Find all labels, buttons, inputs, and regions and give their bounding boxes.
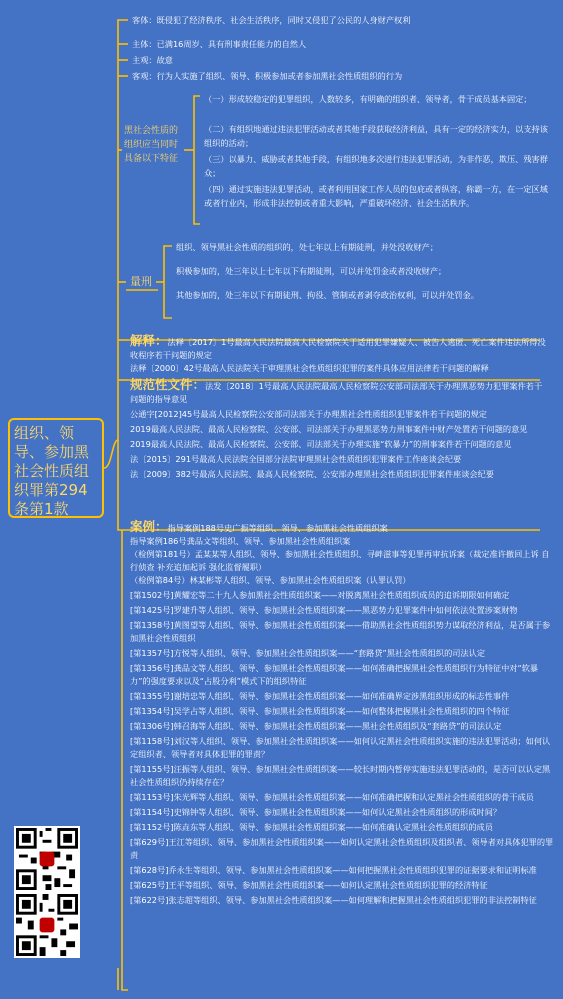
composition-objective: 客观：行为人实施了组织、领导、积极参加或者参加黑社会性质组织的行为 [132,71,403,81]
cases-block [130,520,555,907]
feature-item-2: （二）有组织地通过违法犯罪活动或者其他手段获取经济利益，具有一定的经济实力，以支持该组织的活动； [204,124,548,148]
case-line-20: [第625号]王平等组织、领导、参加黑社会性质组织案——如何认定黑社会性质组织犯罪的经济特征 [130,880,488,890]
composition-subjective: 主观：故意 [132,55,173,65]
case-line-9: [第1356号]龚品文等人组织、领导、参加黑社会性质组织案——如何准确把握黑社会性质组织行为特征中对“软暴力”的强度要求以及“占股分利”模式下的组织特征 [130,663,539,686]
interpretation-heading: 解释： [130,333,168,348]
normative-line-3: 2019最高人民法院、最高人民检察院、公安部、司法部关于办理黑恶势力刑事案件中财产处置若干问题的意见 [130,424,528,434]
interpretation-line-2: 法释〔2000〕42号最高人民法院关于审理黑社会性质组织犯罪的案件具体应用法律若干问题的解释 [130,363,489,373]
case-line-21: [第622号]张志超等组织、领导、参加黑社会性质组织案——如何理解和把握黑社会性质组织犯罪的非法控制特征 [130,895,537,905]
features-label: 黑社会性质的组织应当同时具备以下特征 [124,126,179,164]
feature-item-1: （一）形成较稳定的犯罪组织，人数较多，有明确的组织者、领导者，骨干成员基本固定； [204,94,532,104]
interpretation-block [130,334,550,375]
qr-code-icon [14,892,80,958]
sentencing-item-2: 积极参加的，处三年以上七年以下有期徒刑，可以并处罚金或者没收财产； [176,266,447,276]
case-line-2: 指导案例186号龚品文等组织、领导、参加黑社会性质组织案 [130,536,351,546]
case-line-3: （检例第181号）孟某某等人组织、领导、参加黑社会性质组织、寻衅滋事等犯罪再审抗诉案（裁定准许撤回上诉 自行侦查 补充追加起诉 强化监督履职） [130,549,550,572]
case-line-1: 案例：指导案例188号史广振等组织、领导、参加黑社会性质组织案 [130,519,388,534]
sentencing-item-1: 组织、领导黑社会性质的组织的，处七年以上有期徒刑，并处没收财产； [176,242,439,252]
normative-heading: 规范性文件： [130,377,206,392]
normative-line-5: 法〔2015〕291号最高人民法院全国部分法院审理黑社会性质组织犯罪案件工作座谈会纪要 [130,454,462,464]
case-line-13: [第1158号]刘汉等人组织、领导、参加黑社会性质组织案——如何认定黑社会性质组织实施的违法犯罪活动；如何认定组织者、领导者对具体犯罪的罪责？ [130,736,551,759]
composition-subject: 主体：已满16周岁、具有刑事责任能力的自然人 [132,39,307,49]
case-line-19: [第628号]乔永生等组织、领导、参加黑社会性质组织案——如何把握黑社会性质组织犯罪的证据要求和证明标准 [130,865,537,875]
composition-object: 客体：既侵犯了经济秩序、社会生活秩序，同时又侵犯了公民的人身财产权利 [132,15,411,25]
normative-block [130,378,550,481]
sentencing-item-3: 其他参加的，处三年以下有期徒刑、拘役、管制或者剥夺政治权利，可以并处罚金。 [176,290,479,300]
case-line-15: [第1153号]朱光辉等人组织、领导、参加黑社会性质组织案——如何准确把握和认定黑社会性质组织的骨干成员 [130,792,534,802]
case-line-16: [第1154号]史锦钟等人组织、领导、参加黑社会性质组织案——如何认定黑社会性质组织的形成时间？ [130,807,502,817]
sentencing-label: 量刑 [130,275,152,288]
case-line-14: [第1155号]汪振等人组织、领导、参加黑社会性质组织案——较长时期内暂停实施违法犯罪活动的，是否可以认定黑社会性质组织仍持续存在？ [130,764,551,787]
case-line-5: [第1502号]黄耀宏等二十九人参加黑社会性质组织案——对脱离黑社会性质组织成员的追诉期限如何确定 [130,590,510,600]
feature-item-4: （四）通过实施违法犯罪活动，或者利用国家工作人员的包庇或者纵容，称霸一方，在一定区域或者行业内，形成非法控制或者重大影响，严重破坏经济、社会生活秩序。 [204,184,548,208]
interpretation-line-1: 解释：法释〔2017〕1号最高人民法院最高人民检察院关于适用犯罪嫌疑人、被告人逃匿、死亡案件违法所得没收程序若干问题的规定 [130,333,546,360]
normative-line-1: 规范性文件：法发〔2018〕1号最高人民法院最高人民检察院公安部司法部关于办理黑恶势力犯罪案件若干问题的指导意见 [130,377,543,404]
case-line-12: [第1306号]韩召海等人组织、领导、参加黑社会性质组织案——黑社会性质组织及“套路贷”的司法认定 [130,721,502,731]
case-line-6: [第1425号]罗建升等人组织、领导、参加黑社会性质组织案——黑恶势力犯罪案件中如何依法处置涉案财物 [130,605,518,615]
case-line-10: [第1355号]谢培忠等人组织、领导、参加黑社会性质组织案——如何准确界定涉黑组织形成的标志性事件 [130,691,510,701]
case-line-18: [第629号]王江等组织、领导、参加黑社会性质组织案——如何认定黑社会性质组织及组织者、领导者对具体犯罪的罪责 [130,837,554,860]
case-line-4: （检例第84号）林某彬等人组织、领导、参加黑社会性质组织案（认罪认罚） [130,575,411,585]
cases-heading: 案例： [130,519,168,534]
feature-item-3: （三）以暴力、威胁或者其他手段，有组织地多次进行违法犯罪活动，为非作恶，欺压、残害群众； [204,154,548,178]
normative-line-2: 公通字[2012]45号最高人民检察院公安部司法部关于办理黑社会性质组织犯罪案件若干问题的规定 [130,409,487,419]
case-line-11: [第1354号]吴学占等人组织、领导、参加黑社会性质组织案——如何整体把握黑社会性质组织的四个特征 [130,706,510,716]
case-line-7: [第1358号]黄图望等人组织、领导、参加黑社会性质组织案——借助黑社会性质组织势力谋取经济利益，是否属于参加黑社会性质组织 [130,620,551,643]
main-topic: 组织、领导、参加黑社会性质组织罪第294条第1款 [8,418,104,518]
qr-code-icon [14,826,80,892]
case-line-8: [第1357号]方悦等人组织、领导、参加黑社会性质组织案——“套路贷”黑社会性质组织的司法认定 [130,648,486,658]
case-line-17: [第1152号]陈垚东等人组织、领导、参加黑社会性质组织案——如何准确认定黑社会性质组织的成员 [130,822,493,832]
normative-line-6: 法〔2009〕382号最高人民法院、最高人民检察院、公安部办理黑社会性质组织犯罪案件座谈会纪要 [130,469,494,479]
normative-line-4: 2019最高人民法院、最高人民检察院、公安部、司法部关于办理实施“软暴力”的刑事案件若干问题的意见 [130,439,512,449]
